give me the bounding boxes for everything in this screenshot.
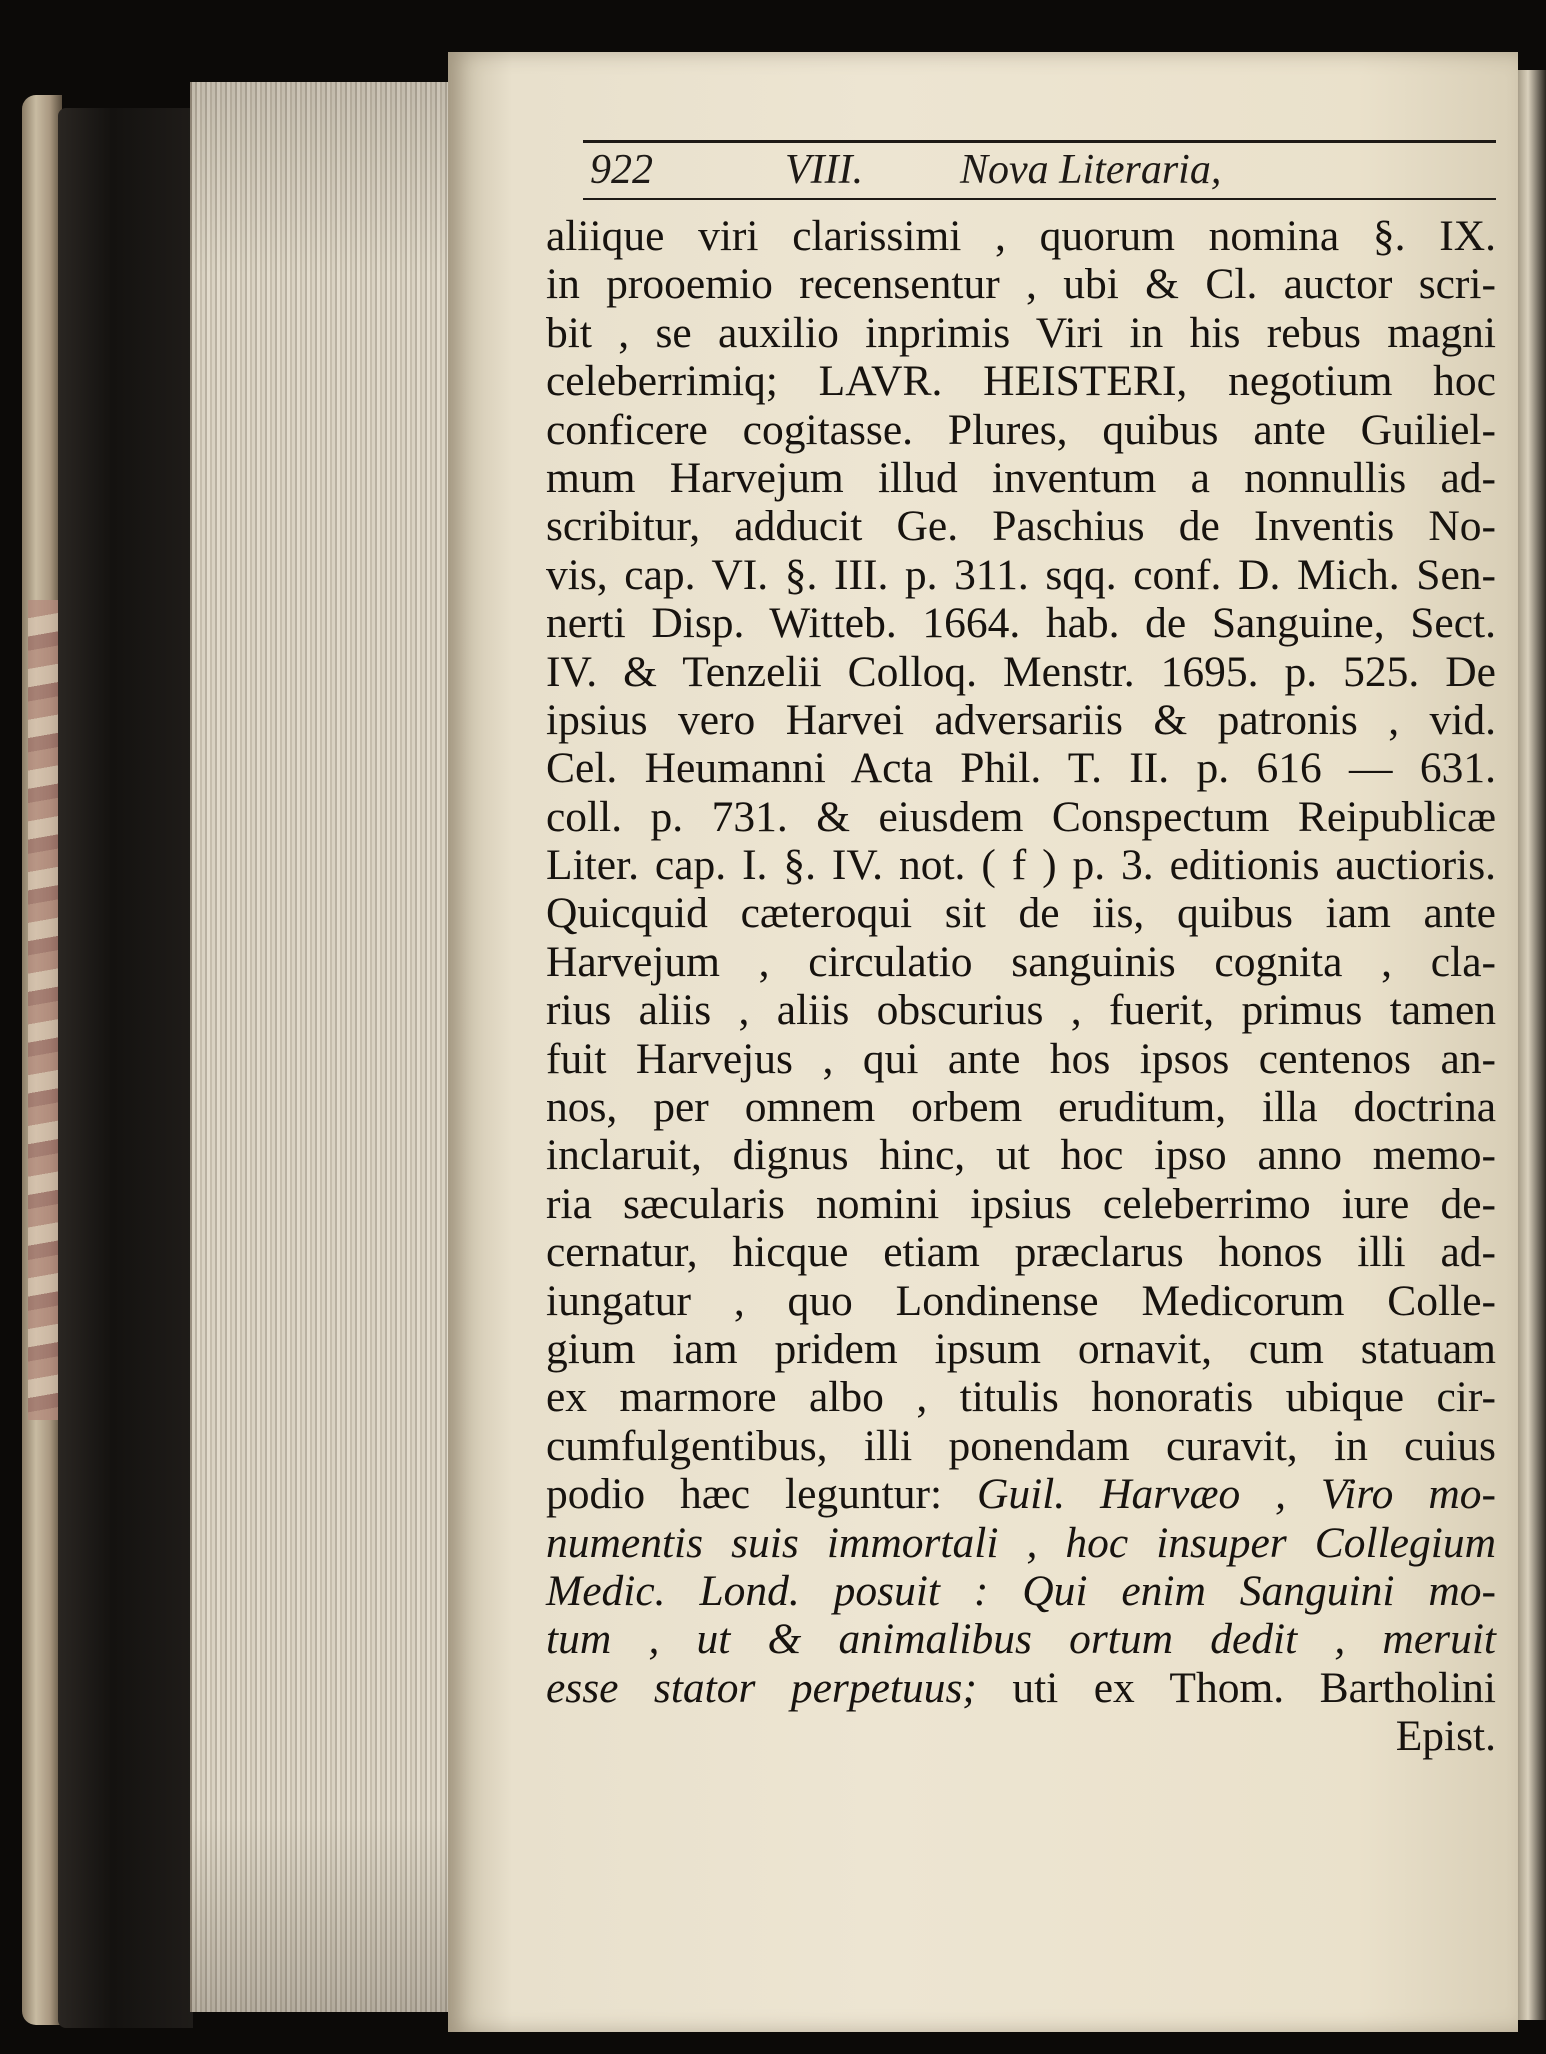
page-edges-shade	[190, 82, 452, 2012]
text-line: aliique viri clarissimi , quorum nomina §. IX.	[546, 212, 1496, 260]
catchword: Epist.	[1395, 1712, 1496, 1761]
text-line-mixed	[546, 1470, 1496, 1518]
text-line: ria sæcularis nomini ipsius celeberrimo iure de-	[546, 1179, 1496, 1228]
text-line-mixed	[546, 1664, 1496, 1712]
text-line: gium iam pridem ipsum ornavit, cum statuam	[546, 1324, 1496, 1373]
text-line: cernatur, hicque etiam præclarus honos illi ad-	[546, 1228, 1496, 1277]
text-roman: podio hæc leguntur:	[546, 1470, 943, 1519]
text-line-italic: tum , ut & animalibus ortum dedit , meruit	[546, 1615, 1496, 1664]
text-line: conficere cogitasse. Plures, quibus ante Guiliel-	[546, 405, 1496, 454]
text-line: rius aliis , aliis obscurius , fuerit, primus tamen	[546, 986, 1496, 1035]
text-line: mum Harvejum illud inventum a nonnullis ad-	[546, 453, 1496, 502]
body-text	[546, 212, 1496, 1761]
header-rule-bottom	[583, 198, 1496, 200]
text-italic: Guil. Harvæo , Viro mo-	[976, 1470, 1496, 1519]
marbled-cover-pattern	[28, 600, 60, 1420]
text-line: bit , se auxilio inprimis Viri in his rebus magni	[546, 308, 1496, 357]
text-line: Liter. cap. I. §. IV. not. ( f ) p. 3. editionis auctioris.	[546, 841, 1496, 890]
text-line: ex marmore albo , titulis honoratis ubique cir-	[546, 1373, 1496, 1422]
text-line-italic: numentis suis immortali , hoc insuper Collegium	[546, 1518, 1496, 1567]
running-title: Nova Literaria,	[960, 147, 1222, 193]
text-line: fuit Harvejus , qui ante hos ipsos centenos an-	[546, 1034, 1496, 1083]
header-rule-top	[583, 140, 1496, 143]
page-number: 922	[590, 147, 653, 193]
text-italic: esse stator perpetuus;	[546, 1663, 977, 1712]
text-line: Harvejum , circulatio sanguinis cognita , cla-	[546, 937, 1496, 986]
book-spine	[58, 108, 193, 2028]
text-line: nos, per omnem orbem eruditum, illa doctrina	[546, 1083, 1496, 1132]
text-line: nerti Disp. Witteb. 1664. hab. de Sanguine, Sect.	[546, 599, 1496, 648]
text-line: Cel. Heumanni Acta Phil. T. II. p. 616 — 631.	[546, 744, 1496, 793]
text-line: vis, cap. VI. §. III. p. 311. sqq. conf. D. Mich. Sen-	[546, 550, 1496, 599]
text-line: Quicquid cæteroqui sit de iis, quibus iam ante	[546, 889, 1496, 938]
text-line: in prooemio recensentur , ubi & Cl. auctor scri-	[546, 260, 1496, 309]
text-roman: uti ex Thom. Bartholini	[1012, 1663, 1497, 1712]
text-line: scribitur, adducit Ge. Paschius de Inventis No-	[546, 502, 1496, 551]
text-line: cumfulgentibus, illi ponendam curavit, in cuius	[546, 1421, 1496, 1470]
text-line-italic: Medic. Lond. posuit : Qui enim Sanguini mo-	[546, 1566, 1496, 1615]
section-number: VIII.	[785, 147, 864, 193]
text-line: celeberrimiq; LAVR. HEISTERI, negotium hoc	[546, 357, 1496, 406]
text-line: coll. p. 731. & eiusdem Conspectum Reipublicæ	[546, 792, 1496, 841]
text-line: inclaruit, dignus hinc, ut hoc ipso anno memo-	[546, 1131, 1496, 1180]
text-line: IV. & Tenzelii Colloq. Menstr. 1695. p. 525. De	[546, 647, 1496, 696]
text-line: iungatur , quo Londinense Medicorum Colle-	[546, 1276, 1496, 1325]
text-line: ipsius vero Harvei adversariis & patronis , vid.	[546, 695, 1496, 744]
facing-page-edge	[1516, 70, 1546, 2020]
